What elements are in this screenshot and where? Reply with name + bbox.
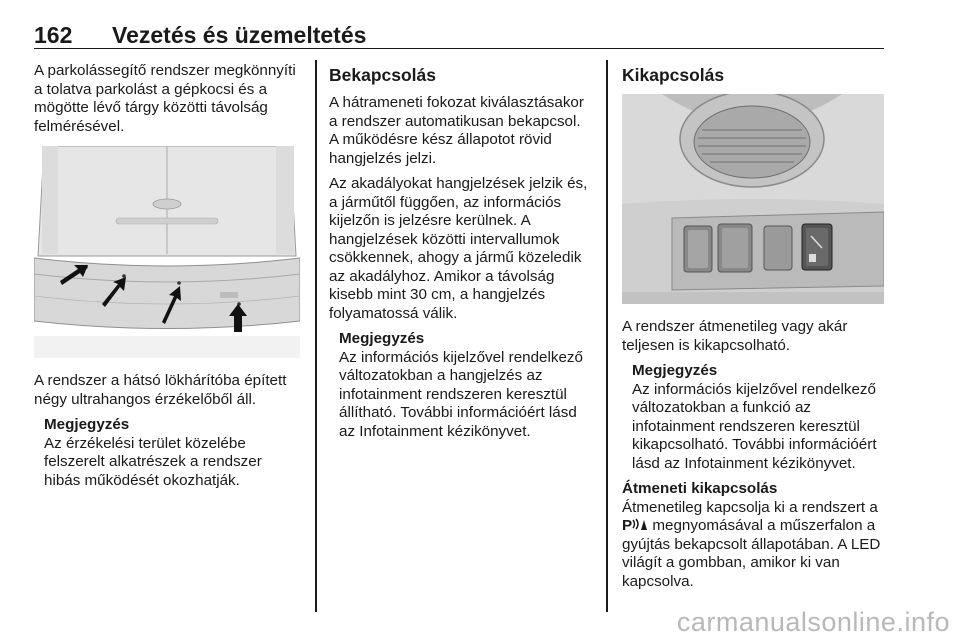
- column-divider: [315, 60, 317, 612]
- deactivation-heading: Kikapcsolás: [622, 65, 725, 85]
- warning-signals-paragraph: Az akadályokat hangjelzések jelzik és, a járműtől függően, az információs kijelzőn is jelzésre kerülnek. A hangjelzések közötti intervallumok csökkennek, ahogy a jármű közeledik az akadályhoz. Amikor a távolság kisebb mint 30 cm, a hangjelzés folyamatossá válik.: [329, 175, 588, 322]
- dashboard-switch-illustration: [622, 94, 884, 304]
- temporary-deactivation-paragraph: [622, 499, 888, 592]
- note-block: [622, 362, 888, 473]
- column-divider: [606, 60, 608, 612]
- note-title: Megjegyzés: [339, 330, 425, 347]
- note-title: Megjegyzés: [44, 416, 130, 433]
- intro-text: A parkolássegítő rendszer megkönnyíti a tolatva parkolást a gépkocsi és a mögötte lévő tárgy közötti távolság felmérésével.: [34, 62, 296, 135]
- note-block: [329, 330, 591, 441]
- watermark: carmanualsonline.info: [676, 607, 950, 637]
- activation-heading: Bekapcsolás: [329, 65, 437, 85]
- rear-bumper-sensors-illustration: [34, 146, 300, 358]
- para-after-symbol: megnyomásával a műszerfalon a gyújtás bekapcsolt állapotában. A LED világít a gombban, amikor ki van kapcsolva.: [622, 517, 881, 590]
- column-left: [34, 62, 300, 497]
- column-middle: [329, 62, 591, 448]
- deactivation-paragraph: A rendszer átmenetileg vagy akár teljesen is kikapcsolható.: [622, 318, 848, 354]
- note-block: [34, 416, 300, 490]
- column-right: [622, 62, 888, 598]
- page-header: [34, 6, 884, 49]
- para-before-symbol: Átmenetileg kapcsolja ki a rendszert a: [622, 498, 878, 516]
- note-title: Megjegyzés: [632, 362, 718, 379]
- page-number: 162: [34, 22, 73, 48]
- note-text: Az információs kijelzővel rendelkező változatokban a hangjelzés az infotainment rendszeren keresztül állítható. További információért lásd az Infotainment kézikönyvet.: [339, 348, 583, 440]
- parking-assist-button-icon: [622, 517, 648, 534]
- section-title: Vezetés és üzemeltetés: [112, 22, 367, 48]
- parking-symbol-letter: P: [622, 517, 633, 534]
- note-text: Az információs kijelzővel rendelkező változatokban a funkció az infotainment rendszeren keresztül kikapcsolható. További információért lásd az Infotainment kézikönyvet.: [632, 380, 877, 472]
- temporary-deactivation-heading: Átmeneti kikapcsolás: [622, 480, 778, 497]
- note-text: Az érzékelési terület közelébe felszerelt alkatrészek a rendszer hibás működését okozhatják.: [44, 434, 262, 489]
- activation-paragraph: A hátrameneti fokozat kiválasztásakor a rendszer automatikusan bekapcsol. A működésre kész állapotot rövid hangjelzés jelzi.: [329, 94, 584, 167]
- sensors-text: A rendszer a hátsó lökhárítóba épített négy ultrahangos érzékelőből áll.: [34, 372, 287, 408]
